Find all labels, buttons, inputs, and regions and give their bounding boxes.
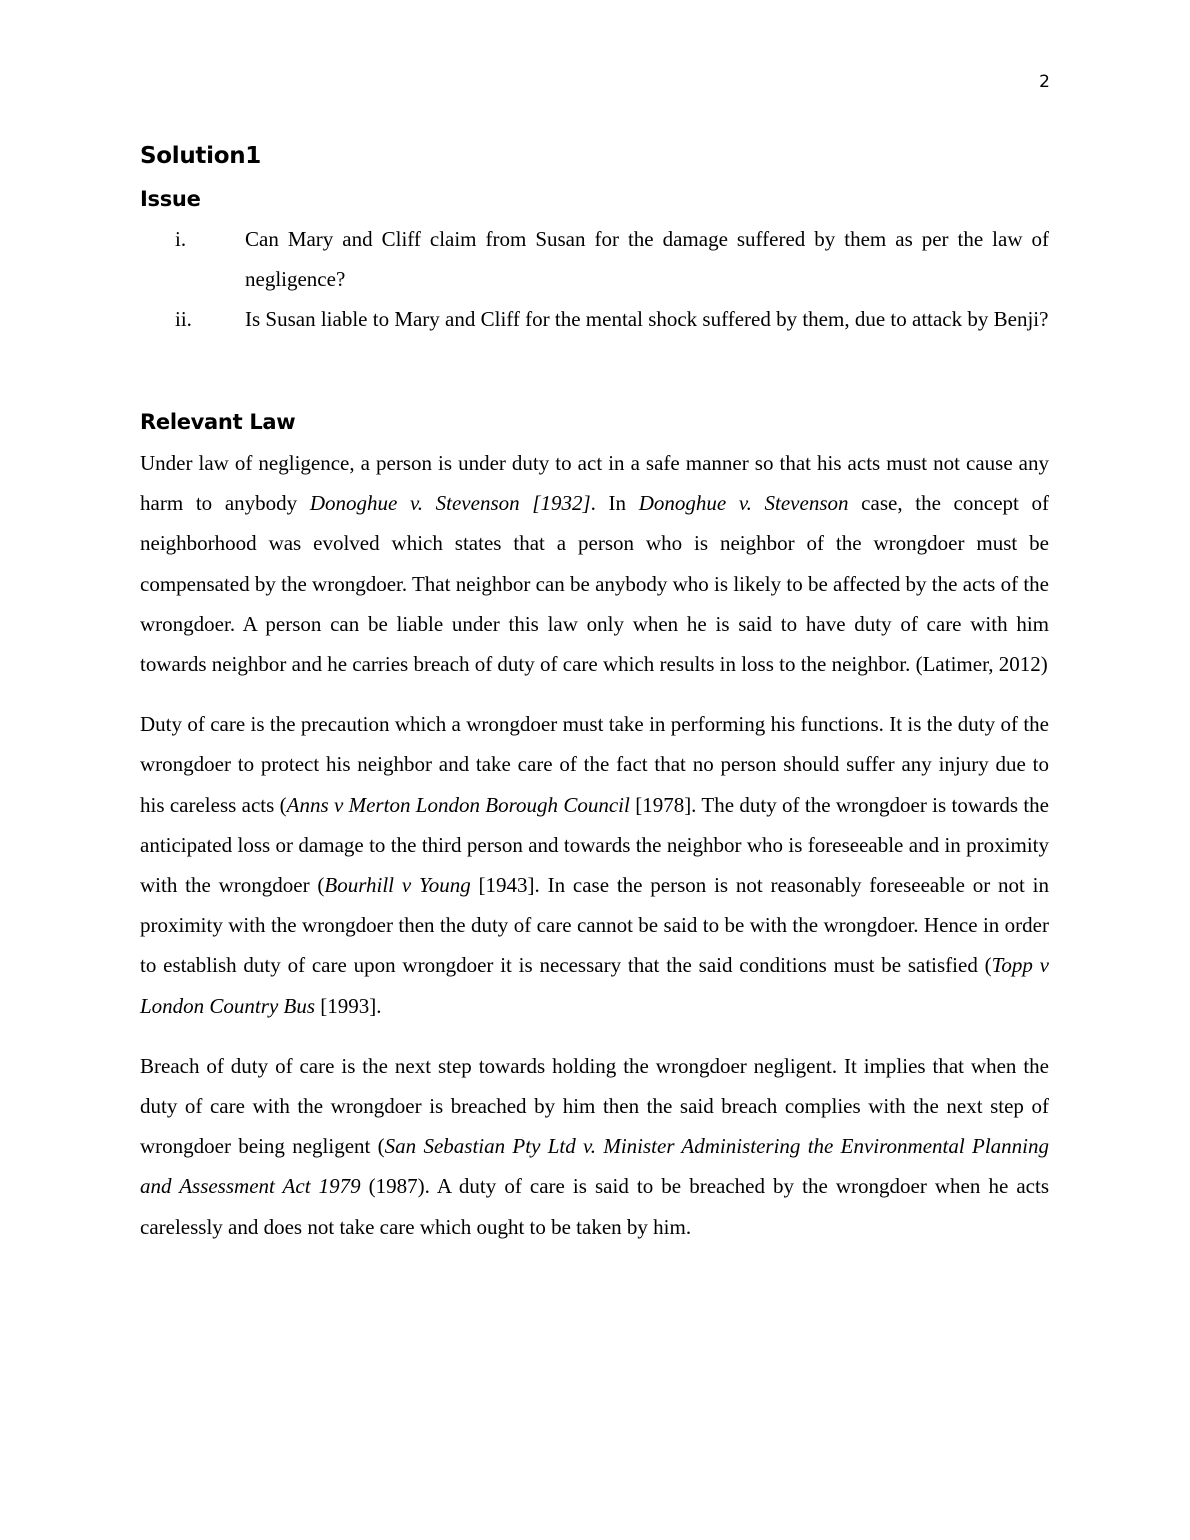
text-run: (1987). A duty of care is said to be breached by the wrongdoer when he acts carelessly and does not take care which ought to be taken by him.	[140, 1174, 1049, 1239]
issue-list	[140, 219, 1049, 339]
issue-heading: Issue	[140, 187, 201, 211]
page-number: 2	[1039, 72, 1050, 92]
text-run: Under law of negligence, a person is under duty to act in a safe manner so that his acts must not cause any harm to anybody	[140, 451, 1049, 516]
text-run: [1993].	[315, 993, 382, 1018]
issue-item-text: Can Mary and Cliff claim from Susan for the damage suffered by them as per the law of negligence?	[245, 227, 1049, 291]
text-run: [1943]. In case the person is not reasonably foreseeable or not in proximity with the wrongdoer then the duty of care cannot be said to be with the wrongdoer. Hence in order to establish duty of care upon wrongdoer it is necessary that the said conditions must be satisfied (	[140, 873, 1049, 978]
relevant-law-heading: Relevant Law	[140, 410, 296, 434]
text-run: Duty of care is the precaution which a wrongdoer must take in performing his functions. It is the duty of the wrongdoer to protect his neighbor and take care of the fact that no person should suffer any injury due to his careless acts (	[140, 712, 1049, 817]
case-citation: Donoghue v. Stevenson	[638, 491, 849, 516]
case-citation: Anns v Merton London Borough Council	[286, 792, 630, 817]
text-run: case, the concept of neighborhood was evolved which states that a person who is neighbor of the wrongdoer must be compensated by the wrongdoer. That neighbor can be anybody who is likely to be affected by the acts of the wrongdoer. A person can be liable under this law only when he is said to have duty of care with him towards neighbor and he carries breach of duty of care which results in loss to the neighbor. (Latimer, 2012)	[140, 491, 1050, 677]
case-citation: San Sebastian Pty Ltd v. Minister Administering the Environmental Planning and Assessment Act 1979	[140, 1134, 1049, 1199]
solution-title: Solution1	[140, 143, 261, 169]
case-citation: Donoghue v. Stevenson [1932]	[309, 491, 591, 516]
issue-item	[140, 219, 1049, 299]
issue-item-text: Is Susan liable to Mary and Cliff for the mental shock suffered by them, due to attack by Benji?	[245, 307, 1049, 331]
issue-item-number: i.	[175, 227, 187, 251]
text-run: . In	[590, 491, 639, 516]
text-run: Breach of duty of care is the next step towards holding the wrongdoer negligent. It implies that when the duty of care with the wrongdoer is breached by him then the said breach complies with the next step of wrongdoer being negligent (	[140, 1053, 1049, 1159]
text-run: [1978]. The duty of the wrongdoer is towards the anticipated loss or damage to the third person and towards the neighbor who is foreseeable and in proximity with the wrongdoer (	[140, 792, 1050, 898]
issue-item-number: ii.	[175, 307, 192, 331]
case-citation: Topp v London Country Bus	[140, 953, 1049, 1018]
document-body	[140, 138, 1049, 1267]
law-paragraph-3	[140, 1046, 1049, 1247]
law-paragraph-2	[140, 704, 1049, 1026]
issue-item	[140, 299, 1049, 339]
case-citation: Bourhill v Young	[324, 873, 471, 898]
law-paragraph-1	[140, 443, 1049, 684]
